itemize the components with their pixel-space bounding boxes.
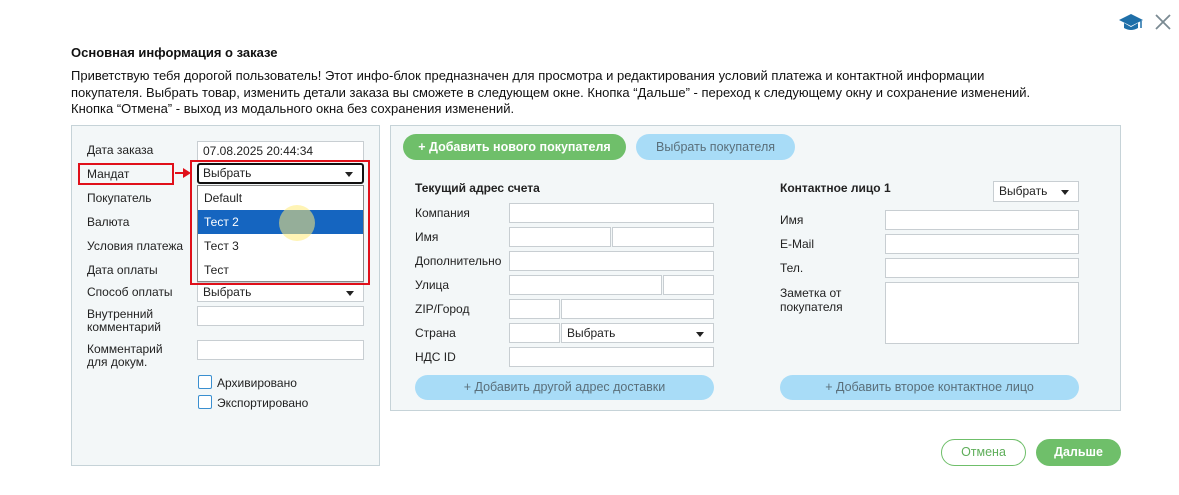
payment-date-label: Дата оплаты <box>87 263 158 277</box>
chevron-down-icon <box>345 172 353 177</box>
chevron-down-icon <box>1061 190 1069 195</box>
first-name-field[interactable] <box>509 227 611 247</box>
payment-method-label: Способ оплаты <box>87 285 173 299</box>
payment-terms-label: Условия платежа <box>87 239 184 253</box>
vat-id-label: НДС ID <box>415 350 456 364</box>
company-field[interactable] <box>509 203 714 223</box>
contact-person-select-value: Выбрать <box>999 184 1048 198</box>
internal-comment-label <box>87 308 161 334</box>
contact-name-field[interactable] <box>885 210 1079 230</box>
mandate-option-default[interactable]: Default <box>204 191 243 205</box>
email-field[interactable] <box>885 234 1079 254</box>
billing-address-title: Текущий адрес счета <box>415 181 540 195</box>
select-buyer-button[interactable]: Выбрать покупателя <box>636 134 795 160</box>
city-field[interactable] <box>561 299 714 319</box>
country-select[interactable] <box>561 323 714 343</box>
order-date-label: Дата заказа <box>87 143 154 157</box>
contact-person-title: Контактное лицо 1 <box>780 181 891 195</box>
street-field[interactable] <box>509 275 662 295</box>
chevron-down-icon <box>346 291 354 296</box>
add-second-contact-button[interactable]: + Добавить второе контактное лицо <box>780 375 1079 400</box>
add-new-buyer-button[interactable]: + Добавить нового покупателя <box>403 134 626 160</box>
buyer-label: Покупатель <box>87 191 152 205</box>
internal-comment-label-line-1: Внутренний <box>87 307 154 321</box>
country-code-field[interactable] <box>509 323 560 343</box>
mandate-option-test[interactable]: Тест <box>204 263 229 277</box>
phone-label: Тел. <box>780 261 804 275</box>
internal-comment-label-line-2: комментарий <box>87 320 161 334</box>
intro-line-2: покупателя. Выбрать товар, изменить детали заказа вы сможете в следующем окне. Кнопка “Дальше” - переход к следующему окну и сохранение изменений. <box>71 84 1031 100</box>
country-select-value: Выбрать <box>567 326 616 340</box>
name-label: Имя <box>415 230 439 244</box>
company-label: Компания <box>415 206 470 220</box>
currency-label: Валюта <box>87 215 130 229</box>
email-label: E-Mail <box>780 237 815 251</box>
next-button[interactable]: Дальше <box>1036 439 1121 466</box>
intro-line-1: Приветствую тебя дорогой пользователь! Этот инфо-блок предназначен для просмотра и редактирования условий платежа и контактной информации <box>71 68 985 83</box>
cancel-button[interactable]: Отмена <box>941 439 1026 466</box>
mandate-option-test-3[interactable]: Тест 3 <box>204 239 239 253</box>
last-name-field[interactable] <box>612 227 714 247</box>
graduation-cap-icon[interactable] <box>1118 12 1144 32</box>
country-label: Страна <box>415 326 456 340</box>
vat-id-field[interactable] <box>509 347 714 367</box>
close-icon[interactable] <box>1153 12 1173 32</box>
order-date-value: 07.08.2025 20:44:34 <box>203 144 314 158</box>
house-number-field[interactable] <box>663 275 714 295</box>
payment-method-select[interactable] <box>197 282 364 302</box>
exported-label: Экспортировано <box>217 396 309 410</box>
arrow-right-icon <box>175 166 191 180</box>
mandate-select-value: Выбрать <box>203 166 252 180</box>
intro-text <box>71 68 1131 118</box>
mandate-dropdown-list <box>197 185 364 282</box>
archived-checkbox[interactable] <box>198 375 212 389</box>
zip-city-label: ZIP/Город <box>415 302 470 316</box>
street-label: Улица <box>415 278 450 292</box>
doc-comment-label <box>87 343 163 369</box>
additional-label: Дополнительно <box>415 254 502 268</box>
additional-field[interactable] <box>509 251 714 271</box>
payment-method-value: Выбрать <box>203 285 252 299</box>
phone-field[interactable] <box>885 258 1079 278</box>
cursor-indicator <box>279 205 315 241</box>
zip-field[interactable] <box>509 299 560 319</box>
chevron-down-icon <box>696 332 704 337</box>
order-date-field[interactable] <box>197 141 364 161</box>
add-delivery-address-button[interactable]: + Добавить другой адрес доставки <box>415 375 714 400</box>
mandate-label: Мандат <box>87 167 130 181</box>
doc-comment-label-line-2: для докум. <box>87 355 148 369</box>
page-title: Основная информация о заказе <box>71 45 278 60</box>
doc-comment-label-line-1: Комментарий <box>87 342 163 356</box>
intro-line-3: Кнопка “Отмена” - выход из модального окна без сохранения изменений. <box>71 101 515 116</box>
contact-person-select[interactable] <box>993 181 1079 202</box>
buyer-note-label-line-1: Заметка от <box>780 286 842 300</box>
contact-name-label: Имя <box>780 213 804 227</box>
doc-comment-field[interactable] <box>197 340 364 360</box>
archived-label: Архивировано <box>217 376 297 390</box>
buyer-note-label-line-2: покупателя <box>780 300 843 314</box>
internal-comment-field[interactable] <box>197 306 364 326</box>
buyer-note-textarea[interactable] <box>885 282 1079 344</box>
mandate-option-test-2[interactable]: Тест 2 <box>198 210 363 234</box>
buyer-note-label <box>780 286 843 314</box>
exported-checkbox[interactable] <box>198 395 212 409</box>
mandate-select[interactable] <box>197 163 364 184</box>
